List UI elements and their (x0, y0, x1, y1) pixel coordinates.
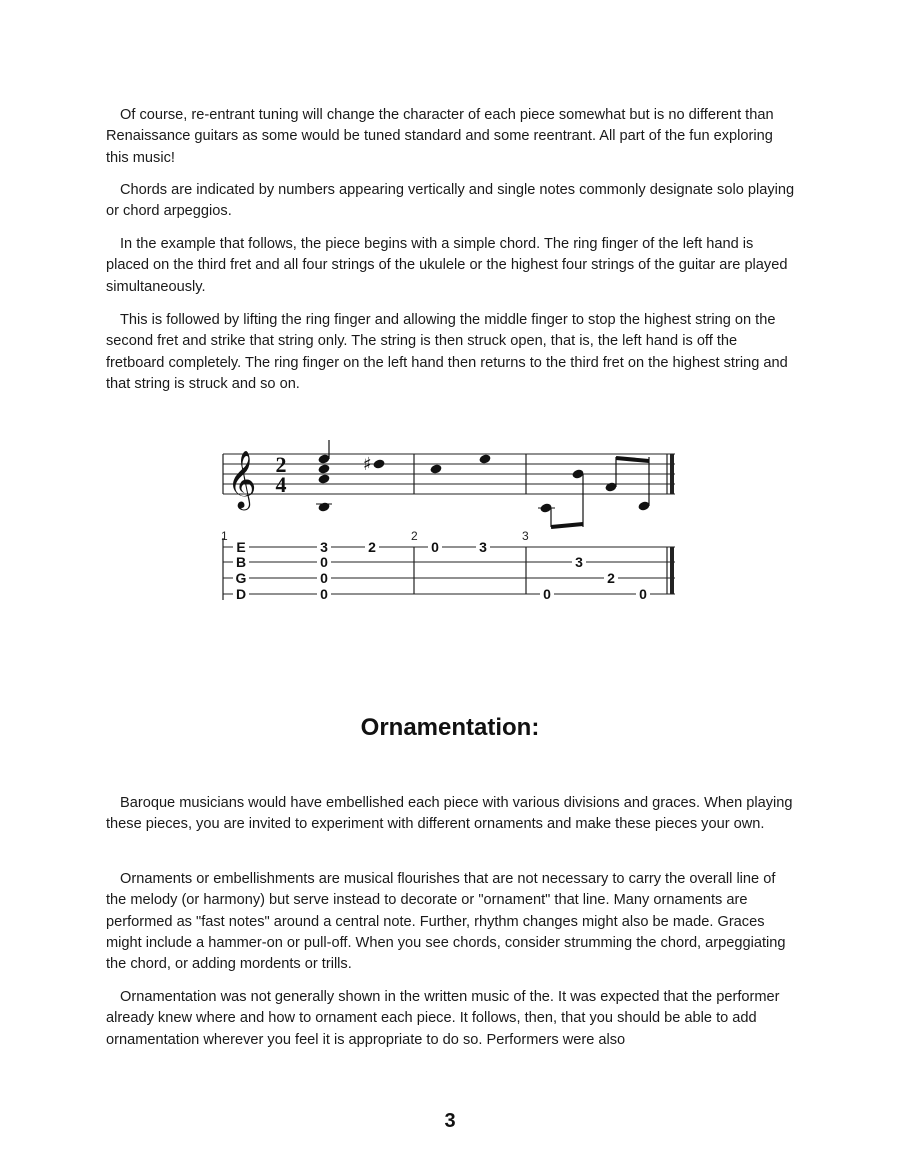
tab-m3-note-4: 0 (639, 586, 647, 602)
tab-m1-note: 2 (368, 539, 376, 555)
music-notation-example (215, 440, 685, 610)
string-name-d: D (235, 586, 247, 602)
paragraph-example-chord: In the example that follows, the piece begins with a simple chord. The ring finger of the left hand is placed on the third fret and all four strings of the ukulele or the highest four strings of the guitar are played simultaneously. (106, 236, 788, 295)
tab-m3-note-1: 0 (543, 586, 551, 602)
section-heading-ornamentation: Ornamentation: (360, 714, 540, 741)
paragraph-ornaments-embellishments: Ornaments or embellishments are musical flourishes that are not necessary to carry the overall line of the melody (or harmony) but serve instead to decorate or "ornament" that line. Many ornaments are performed as "fast notes" around a central note. Further, rhythm changes might also be made. Graces might include a hammer-on or pull-off. When you see chords, consider strumming the chord, arpeggiating the chord, or adding mordents or trills. (106, 871, 786, 973)
tab-m3-note-2: 3 (575, 554, 583, 570)
measure-number-2: 2 (411, 529, 418, 543)
tab-m2-note-1: 0 (431, 539, 439, 555)
tab-m2-note-2: 3 (479, 539, 487, 555)
paragraph-followed-by: This is followed by lifting the ring finger and allowing the middle finger to stop the highest string on the second fret and strike that string only. The string is then struck open, that is, the left hand is off the fretboard completely. The ring finger on the left hand then returns to the third fret on the highest string and that string is struck and so on. (106, 312, 788, 392)
paragraph-reentrant-tuning: Of course, re-entrant tuning will change the character of each piece somewhat but is no different than Renaissance guitars as some would be tuned standard and some reentrant. All part of the fun exploring this music! (106, 107, 774, 166)
paragraph-chords-indicated: Chords are indicated by numbers appearing vertically and single notes commonly designate solo playing or chord arpeggios. (106, 182, 795, 220)
tab-string-names (233, 539, 249, 602)
melody-note (372, 458, 385, 469)
string-name-g: G (235, 570, 247, 586)
measure-number-1: 1 (221, 529, 228, 543)
chord-notes (316, 440, 332, 513)
paragraph-baroque-musicians: Baroque musicians would have embellished each piece with various divisions and graces. When playing these pieces, you are invited to experiment with different ornaments and make these pieces your own. (106, 795, 793, 833)
tab-m1-b: 0 (320, 554, 328, 570)
tab-m3-note-3: 2 (607, 570, 615, 586)
tab-m1-e: 3 (320, 539, 328, 555)
tab-m1-d: 0 (320, 586, 328, 602)
tab-staff (223, 538, 675, 600)
time-signature-bottom: 4 (275, 472, 287, 497)
page-number: 3 (444, 1110, 456, 1132)
string-name-e: E (236, 539, 246, 555)
tab-m1-g: 0 (320, 570, 328, 586)
sharp-accidental: ♯ (363, 454, 372, 475)
paragraph-ornamentation-not-shown: Ornamentation was not generally shown in the written music of the. It was expected that the performer already knew where and how to ornament each piece. It follows, then, that you should be able to add ornamentation wherever you feel it is appropriate to do so. Performers were also (106, 989, 780, 1048)
treble-clef-icon: 𝄞 (227, 450, 257, 508)
measure-number-3: 3 (522, 529, 529, 543)
string-name-b: B (235, 554, 247, 570)
tab-numbers (317, 539, 650, 602)
measure-3-notes (538, 457, 651, 527)
time-signature-top: 2 (275, 452, 287, 477)
